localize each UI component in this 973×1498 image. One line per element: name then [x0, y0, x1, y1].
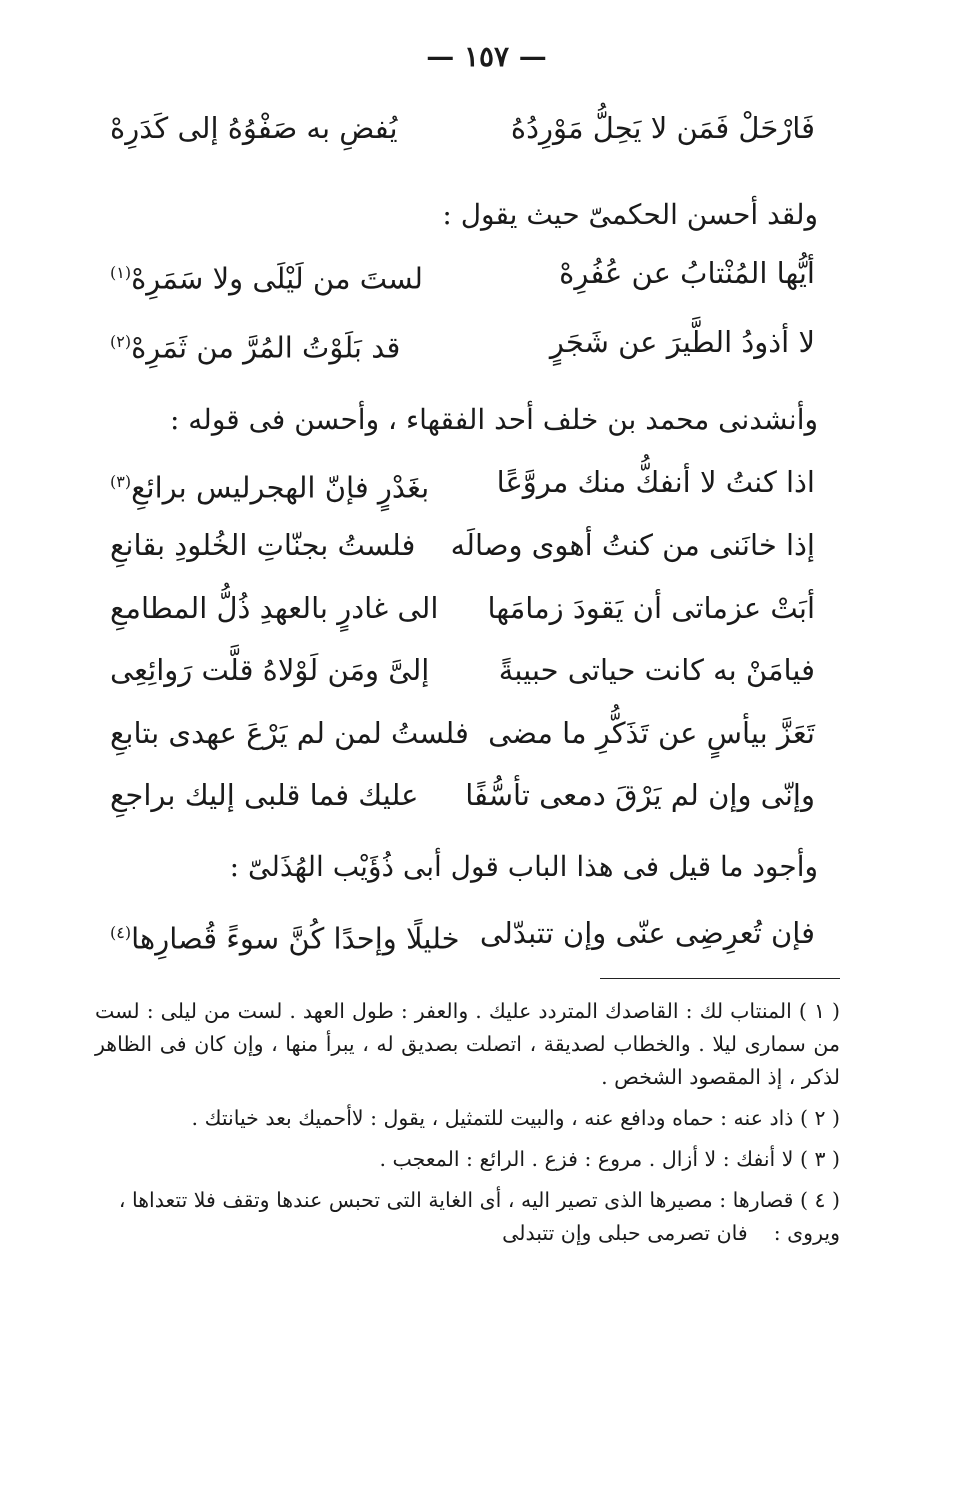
- verse-text: خليلًا وإحدًا كُنَّ سوءً قُصارِها: [131, 921, 460, 956]
- intro-line: ولقد أحسن الحكمىّ حيث يقول :: [442, 198, 818, 231]
- verse-line: [110, 765, 815, 825]
- verse-first-hemistich: أيُّها المُنْتابُ عن عُفُرِهْ: [559, 256, 815, 290]
- footnote-4: ( ٤ ) قصارها : مصيرها الذى تصير اليه ، أى الغاية التى تحبس عندها وتقف فلا تتعداها ،: [118, 1188, 840, 1212]
- verse-second-hemistich: الى غادرٍ بالعهدِ ذُلُّ المطامعِ: [110, 591, 439, 625]
- verse-second-hemistich: فلستُ بجنّاتِ الخُلودِ بقانعِ: [110, 528, 416, 562]
- verse-first-hemistich: فيامَنْ به كانت حياتى حبيبةً: [498, 653, 815, 687]
- footnote-marker: (٤): [110, 923, 132, 942]
- intro-line: وأجود ما قيل فى هذا الباب قول أبى ذُؤَيْب الهُذَلىّ :: [229, 850, 818, 883]
- verse-line: [110, 703, 815, 763]
- verse-first-hemistich: فإن تُعرِضِى عنّى وإن تتبدّلى: [479, 916, 815, 950]
- verse-second-hemistich: يُفضِ به صَفْوُهُ إلى كَدَرِهْ: [110, 111, 398, 145]
- verse-second-hemistich: [110, 243, 423, 309]
- verse-first-hemistich: وإنّى وإن لم يَرْقَ دمعى تأسُّفًا: [465, 778, 815, 812]
- verse-second-hemistich: إلىَّ ومَن لَوْلاهُ قلَّت رَوائِعِى: [110, 653, 430, 687]
- verse-second-hemistich: [110, 452, 429, 518]
- verse-line: [110, 903, 815, 963]
- verse-line: [110, 98, 815, 158]
- footnotes: [95, 995, 840, 1250]
- footnote-marker: (١): [110, 263, 132, 282]
- verse-line: [110, 640, 815, 700]
- verse-line: [110, 243, 815, 303]
- verse-second-hemistich: [110, 903, 460, 969]
- verse-second-hemistich: عليك فما قلبى إليك براجعِ: [110, 778, 419, 812]
- footnote-divider: [600, 978, 840, 979]
- verse-line: [110, 515, 815, 575]
- footnote-1: ( ١ ) المنتاب لك : القاصدك المتردد عليك . والعفر : طول العهد . لست من ليلى : لست من سمارى ليلا . والخطاب لصديقة ، اتصلت بصديق له ، يبرأ منها ، وإن كان فى الظاهر لذكر ، إذ المقصود الشخص .: [95, 999, 840, 1089]
- footnote-marker: (٣): [110, 472, 132, 491]
- verse-line: [110, 312, 815, 372]
- intro-line: وأنشدنى محمد بن خلف أحد الفقهاء ، وأحسن فى قوله :: [169, 403, 818, 436]
- verse-second-hemistich: [110, 312, 400, 378]
- verse-first-hemistich: اذا كنتُ لا أنفكُّ منك مروَّعًا: [496, 465, 815, 499]
- verse-first-hemistich: إذا خانَنى من كنتُ أهوى وصالَه: [450, 528, 815, 562]
- verse-first-hemistich: فَارْحَلْ فَمَن لا يَحِلُّ مَوْرِدُهُ: [510, 111, 815, 145]
- verse-second-hemistich: فلستُ لمن لم يَرْعَ عهدى بتابعِ: [110, 716, 469, 750]
- page-number: — ١٥٧ —: [426, 40, 547, 73]
- verse-line: [110, 452, 815, 512]
- variant-text: فان تصرمى حبلى وإن تتبدلى: [502, 1221, 748, 1245]
- footnote-2: ( ٢ ) ذاد عنه : حماه ودافع عنه ، والبيت للتمثيل ، يقول : لاأحميك بعد خيانتك .: [191, 1106, 840, 1130]
- verse-line: [110, 578, 815, 638]
- verse-first-hemistich: أبَتْ عزماتى أن يَقودَ زمامَها: [487, 591, 815, 625]
- verse-text: قد بَلَوْتُ المُرَّ من ثَمَرِهْ: [131, 330, 401, 365]
- verse-first-hemistich: تَعَزَّ بيأسٍ عن تَذَكُّرِ ما مضى: [488, 716, 815, 750]
- variant-label: ويروى :: [773, 1221, 840, 1245]
- footnote-marker: (٢): [110, 332, 132, 351]
- verse-first-hemistich: لا أذودُ الطَّيرَ عن شَجَرٍ: [549, 325, 815, 359]
- verse-text: لستَ من لَيْلَى ولا سَمَرِهْ: [131, 261, 423, 296]
- footnote-3: ( ٣ ) لا أنفك : لا أزال . مروع : فزع . الرائع : المعجب .: [379, 1147, 840, 1171]
- footnote-4-variant: [95, 1217, 840, 1250]
- verse-text: بغَدْرٍ فإنّ الهجرليس برائعِ: [131, 470, 430, 505]
